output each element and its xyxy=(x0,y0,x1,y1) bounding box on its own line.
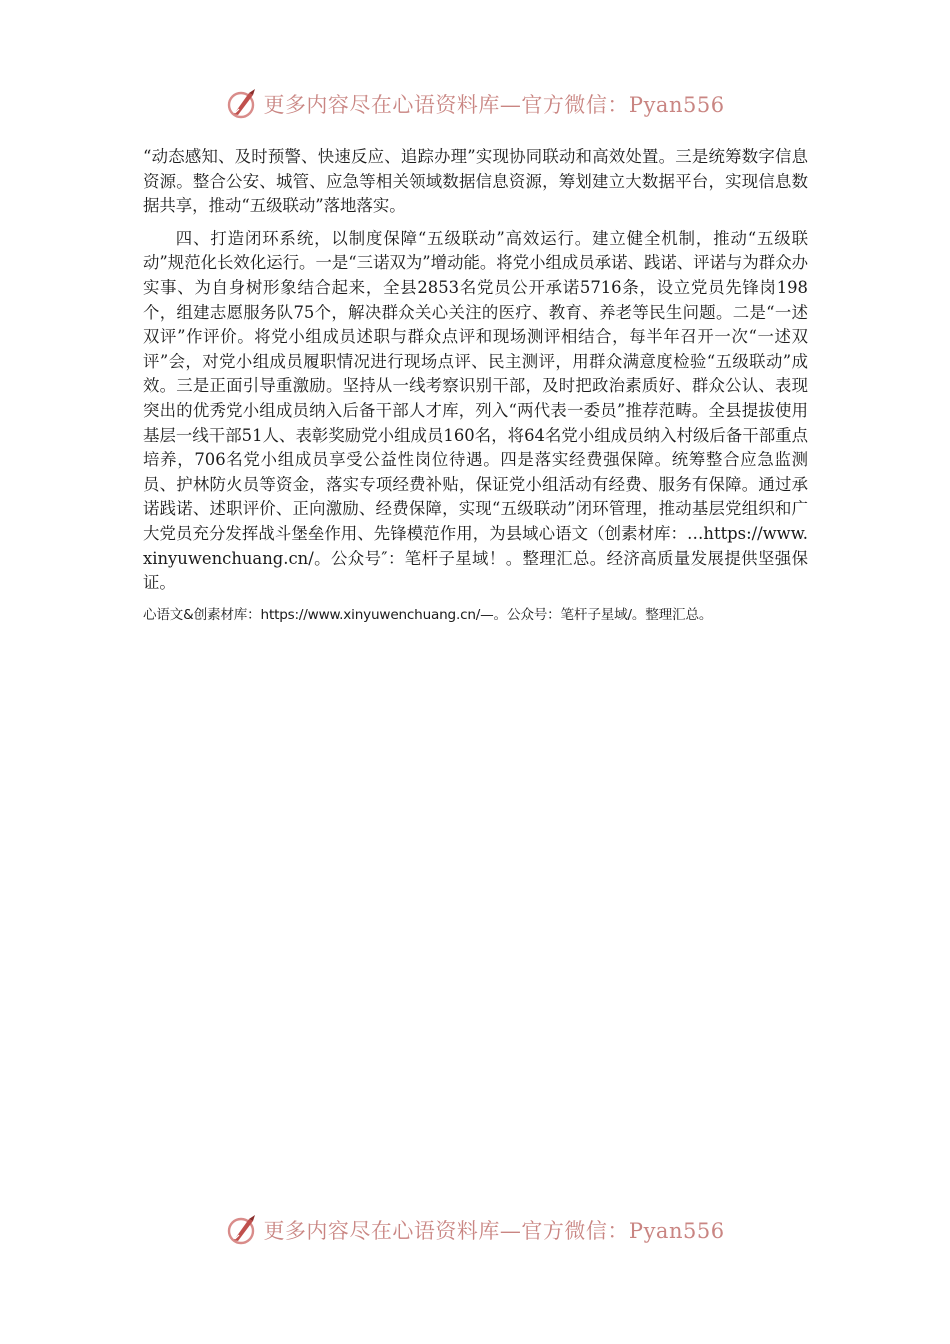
document-body xyxy=(143,145,808,626)
body-paragraph-2: 四、打造闭环系统，以制度保障“五级联动”高效运行。建立健全机制，推动“五级联动”规范化长效化运行。一是“三诺双为”增动能。将党小组成员承诺、践诺、评诺与为群众办实事、为自身树形象结合起来，全县2853名党员公开承诺5716条，设立党员先锋岗198个，组建志愿服务队75个，解决群众关心关注的医疗、教育、养老等民生问题。二是“一述双评”作评价。将党小组成员述职与群众点评和现场测评相结合，每半年召开一次“一述双评”会，对党小组成员履职情况进行现场点评、民主测评，用群众满意度检验“五级联动”成效。三是正面引导重激励。坚持从一线考察识别干部，及时把政治素质好、群众公认、表现突出的优秀党小组成员纳入后备干部人才库，列入“两代表一委员”推荐范畴。全县提拔使用基层一线干部51人、表彰奖励党小组成员160名，将64名党小组成员纳入村级后备干部重点培养，706名党小组成员享受公益性岗位待遇。四是落实经费强保障。统筹整合应急监测员、护林防火员等资金，落实专项经费补贴，保证党小组活动有经费、服务有保障。通过承诺践诺、述职评价、正向激励、经费保障，实现“五级联动”闭环管理，推动基层党组织和广大党员充分发挥战斗堡垒作用、先锋模范作用，为县域心语文（创素材库：…https://www.xinyuwenchuang.cn/。公众号″：笔杆子星域！。整理汇总。经济高质量发展提供坚强保证。 xyxy=(143,228,808,593)
footer-banner xyxy=(0,1210,950,1250)
quill-pen-logo-icon xyxy=(225,87,259,121)
footer-banner-text: 更多内容尽在心语资料库—官方微信：Pyan556 xyxy=(263,1219,725,1243)
header-banner xyxy=(0,84,950,124)
source-note-line: 心语文&创素材库：https://www.xinyuwenchuang.cn/—。公众号：笔杆子星域/。整理汇总。 xyxy=(143,606,713,623)
header-banner-text: 更多内容尽在心语资料库—官方微信：Pyan556 xyxy=(263,93,725,117)
body-paragraph-1: “动态感知、及时预警、快速反应、追踪办理”实现协同联动和高效处置。三是统筹数字信息资源。整合公安、城管、应急等相关领域数据信息资源，筹划建立大数据平台，实现信息数据共享，推动“五级联动”落地落实。 xyxy=(143,147,808,216)
quill-pen-logo-icon xyxy=(225,1213,259,1247)
